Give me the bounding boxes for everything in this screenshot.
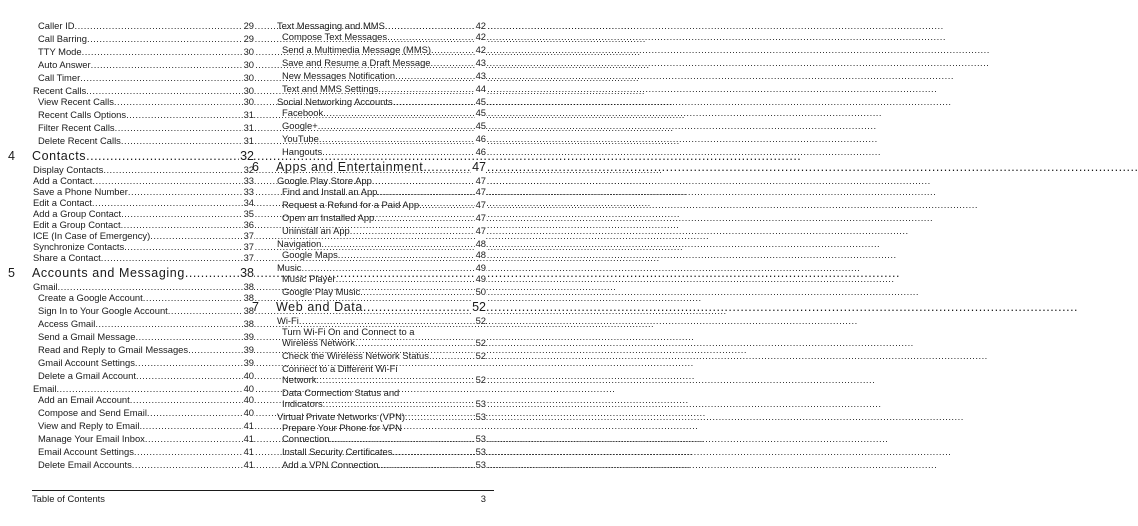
toc-entry-title: Read and Reply to Gmail Messages — [38, 344, 189, 355]
toc-entry-title: Add a VPN Connection — [282, 459, 379, 470]
toc-entry-title: Save and Resume a Draft Message — [282, 57, 431, 68]
toc-entry-title: Delete Email Accounts — [38, 459, 132, 470]
toc-entry[interactable] — [276, 315, 486, 326]
toc-entry[interactable] — [32, 357, 254, 368]
toc-entry[interactable] — [32, 122, 254, 133]
toc-entry[interactable] — [276, 446, 486, 457]
toc-page-number: 47 — [475, 199, 486, 210]
toc-entry[interactable] — [32, 241, 254, 252]
toc-entry[interactable] — [32, 96, 254, 107]
toc-entry-title: Request a Refund for a Paid App — [282, 199, 420, 210]
toc-entry[interactable] — [32, 230, 254, 241]
toc-page-number: 52 — [475, 350, 486, 361]
toc-entry-title: Add a Group Contact — [33, 208, 122, 219]
toc-entry-title: Filter Recent Calls — [38, 122, 115, 133]
chapter-title: Contacts — [32, 149, 87, 163]
toc-entry-title: Display Contacts — [33, 164, 104, 175]
toc-entry[interactable] — [32, 281, 254, 292]
toc-entry[interactable] — [32, 394, 254, 405]
toc-page-number: 40 — [243, 407, 254, 418]
toc-entry[interactable] — [276, 411, 486, 422]
toc-entry-title: Compose and Send Email — [38, 407, 147, 418]
toc-entry-title: Google Play Store App — [277, 175, 372, 186]
toc-entry[interactable] — [276, 459, 486, 470]
chapter-number: 6 — [252, 160, 259, 174]
toc-entry[interactable] — [276, 133, 486, 144]
toc-page-number: 29 — [243, 33, 254, 44]
toc-entry[interactable] — [276, 107, 486, 118]
toc-entry-title: View Recent Calls — [38, 96, 114, 107]
toc-entry-title: Synchronize Contacts — [33, 241, 125, 252]
toc-entry-title: Google+ — [282, 120, 318, 131]
toc-entry[interactable] — [32, 383, 254, 394]
toc-entry-title: TTY Mode — [38, 46, 82, 57]
toc-entry-title: Uninstall an App — [282, 225, 350, 236]
toc-entry-title-line: Data Connection Status and — [282, 387, 400, 398]
toc-entry[interactable] — [276, 44, 486, 55]
chapter-number: 7 — [252, 300, 259, 314]
toc-entry-title: Compose Text Messages — [282, 31, 388, 42]
footer-divider — [32, 490, 494, 491]
toc-page-number: 39 — [243, 331, 254, 342]
toc-entry-title: Create a Google Account — [38, 292, 143, 303]
toc-page-number: 46 — [475, 133, 486, 144]
toc-entry-title: New Messages Notification — [282, 70, 396, 81]
toc-page-number: 38 — [243, 305, 254, 316]
footer-page-number: 3 — [480, 493, 486, 504]
toc-entry-title-line: Network ..... — [282, 374, 486, 385]
toc-entry[interactable] — [276, 326, 486, 348]
toc-chapter-entry[interactable] — [252, 160, 486, 174]
toc-page-number: 39 — [243, 344, 254, 355]
toc-page-number: 35 — [243, 208, 254, 219]
toc-entry-title: Manage Your Email Inbox — [38, 433, 145, 444]
toc-entry-title: ICE (In Case of Emergency) — [33, 230, 151, 241]
toc-entry[interactable] — [276, 20, 486, 31]
toc-entry[interactable] — [276, 225, 486, 236]
toc-entry[interactable] — [276, 262, 486, 273]
toc-entry-title: Check the Wireless Network Status — [282, 350, 429, 361]
toc-entry-title: Call Barring — [38, 33, 87, 44]
toc-entry[interactable] — [276, 83, 486, 94]
toc-page-number: 30 — [243, 59, 254, 70]
toc-entry[interactable] — [276, 175, 486, 186]
footer-title: Table of Contents — [32, 493, 105, 504]
toc-page-number: 47 — [472, 160, 486, 174]
toc-page-number: 41 — [243, 433, 254, 444]
toc-entry-title: Recent Calls Options — [38, 109, 127, 120]
toc-entry[interactable] — [32, 109, 254, 120]
toc-entry-title: Recent Calls — [33, 85, 87, 96]
toc-page-number: 45 — [475, 96, 486, 107]
toc-entry-title: Send a Gmail Message — [38, 331, 136, 342]
toc-entry-title: Social Networking Accounts — [277, 96, 393, 107]
toc-entry-title: Open an Installed App — [282, 212, 375, 223]
toc-page-number: 52 — [475, 374, 486, 385]
toc-page-number: 32 — [240, 149, 254, 163]
chapter-title: Apps and Entertainment — [276, 160, 424, 174]
toc-page-number: 31 — [243, 135, 254, 146]
toc-entry-title: Music — [277, 262, 302, 273]
toc-entry[interactable] — [32, 164, 254, 175]
toc-entry-title: Hangouts — [282, 146, 323, 157]
toc-entry[interactable] — [276, 238, 486, 249]
toc-entry-title: View and Reply to Email — [38, 420, 140, 431]
toc-entry-title: Gmail Account Settings — [38, 357, 135, 368]
toc-entry-title: Music Player — [282, 273, 336, 284]
toc-entry-title: Call Timer — [38, 72, 81, 83]
toc-entry-title: Send a Multimedia Message (MMS) — [282, 44, 432, 55]
toc-page-number: 53 — [475, 411, 486, 422]
toc-page-number: 47 — [475, 212, 486, 223]
toc-page-number: 45 — [475, 107, 486, 118]
toc-entry-title: Virtual Private Networks (VPN) — [277, 411, 405, 422]
toc-entry-title: Add an Email Account — [38, 394, 130, 405]
toc-entry[interactable] — [32, 252, 254, 263]
toc-entry-title-line: Wireless Network ..... — [282, 337, 486, 348]
toc-entry[interactable] — [32, 407, 254, 418]
toc-page-number: 37 — [243, 252, 254, 263]
toc-entry[interactable] — [276, 57, 486, 68]
toc-chapter-entry[interactable] — [252, 300, 486, 314]
toc-entry[interactable] — [276, 286, 486, 297]
toc-entry-title: Wi-Fi — [277, 315, 299, 326]
toc-entry[interactable] — [32, 219, 254, 230]
toc-page-number: 47 — [475, 175, 486, 186]
toc-entry[interactable] — [276, 350, 486, 361]
toc-page-number: 50 — [475, 286, 486, 297]
toc-entry[interactable] — [32, 59, 254, 70]
toc-page-number: 40 — [243, 394, 254, 405]
toc-page-number: 29 — [243, 20, 254, 31]
toc-entry[interactable] — [276, 212, 486, 223]
toc-page-number: 30 — [243, 96, 254, 107]
toc-entry[interactable] — [32, 197, 254, 208]
toc-page-number: 30 — [243, 85, 254, 96]
toc-page-number: 40 — [243, 383, 254, 394]
toc-entry-title: Save a Phone Number — [33, 186, 128, 197]
toc-page-number: 33 — [243, 186, 254, 197]
toc-entry-title: Text Messaging and MMS — [277, 20, 385, 31]
toc-entry-title: YouTube — [282, 133, 319, 144]
toc-page-number: 37 — [243, 241, 254, 252]
toc-page-number: 38 — [243, 292, 254, 303]
toc-page-number: 39 — [243, 357, 254, 368]
toc-entry[interactable] — [276, 146, 486, 157]
toc-entry-title: Delete a Gmail Account — [38, 370, 136, 381]
toc-page-number: 42 — [475, 44, 486, 55]
toc-entry[interactable] — [276, 249, 486, 260]
toc-entry-title: Google Maps — [282, 249, 338, 260]
chapter-title: Web and Data — [276, 300, 363, 314]
toc-page-number: 41 — [243, 459, 254, 470]
toc-page-number: 53 — [475, 433, 486, 444]
toc-page-number: 37 — [243, 230, 254, 241]
toc-entry-title: Caller ID — [38, 20, 75, 31]
toc-page-number: 42 — [475, 20, 486, 31]
toc-page-number: 53 — [475, 446, 486, 457]
toc-page-number: 47 — [475, 225, 486, 236]
toc-page-number: 48 — [475, 238, 486, 249]
toc-entry-title: Facebook — [282, 107, 324, 118]
toc-entry-title: Email Account Settings — [38, 446, 134, 457]
toc-entry[interactable] — [32, 208, 254, 219]
toc-entry[interactable] — [276, 422, 486, 444]
toc-entry[interactable] — [32, 344, 254, 355]
chapter-number: 4 — [8, 149, 15, 163]
toc-page-number: 32 — [243, 164, 254, 175]
toc-page-number: 31 — [243, 109, 254, 120]
toc-entry-title: Text and MMS Settings — [282, 83, 379, 94]
toc-page-number: 30 — [243, 72, 254, 83]
toc-entry[interactable] — [32, 433, 254, 444]
toc-entry-title-line: Connection ..... — [282, 433, 486, 444]
toc-page-number: 43 — [475, 70, 486, 81]
toc-entry[interactable] — [276, 96, 486, 107]
toc-page-number: 45 — [475, 120, 486, 131]
toc-entry-title-line: Prepare Your Phone for VPN — [282, 422, 402, 433]
toc-page-number: 41 — [243, 446, 254, 457]
toc-entry[interactable] — [276, 387, 486, 409]
toc-entry[interactable] — [276, 70, 486, 81]
toc-page-number: 49 — [475, 262, 486, 273]
toc-entry[interactable] — [276, 273, 486, 284]
toc-entry-title-line: Turn Wi-Fi On and Connect to a — [282, 326, 415, 337]
toc-entry-title: Delete Recent Calls — [38, 135, 121, 146]
toc-page-number: 48 — [475, 249, 486, 260]
toc-page-number: 38 — [243, 281, 254, 292]
toc-entry-title: Email — [33, 383, 57, 394]
toc-page-number: 38 — [240, 266, 254, 280]
toc-entry-title: Gmail — [33, 281, 58, 292]
toc-chapter-entry[interactable] — [8, 149, 254, 163]
toc-page-number: 43 — [475, 57, 486, 68]
toc-entry-title: Sign In to Your Google Account — [38, 305, 168, 316]
toc-page-number: 53 — [475, 459, 486, 470]
toc-entry[interactable] — [276, 120, 486, 131]
toc-entry[interactable] — [32, 46, 254, 57]
toc-page-number: 36 — [243, 219, 254, 230]
toc-entry[interactable] — [32, 318, 254, 329]
toc-entry[interactable] — [276, 199, 486, 210]
toc-page-number: 44 — [475, 83, 486, 94]
toc-entry-title: Google Play Music — [282, 286, 361, 297]
toc-entry[interactable] — [32, 446, 254, 457]
toc-page-number: 49 — [475, 273, 486, 284]
toc-entry-title: Access Gmail — [38, 318, 96, 329]
toc-entry[interactable] — [32, 420, 254, 431]
chapter-number: 5 — [8, 266, 15, 280]
toc-right-column — [252, 20, 486, 472]
toc-page-number: 53 — [475, 398, 486, 409]
toc-entry[interactable] — [32, 20, 254, 31]
toc-page-number: 31 — [243, 122, 254, 133]
toc-page-number: 30 — [243, 46, 254, 57]
toc-page-number: 34 — [243, 197, 254, 208]
toc-entry[interactable] — [276, 186, 486, 197]
toc-page-number: 47 — [475, 186, 486, 197]
toc-entry[interactable] — [32, 72, 254, 83]
toc-entry-title: Add a Contact — [33, 175, 93, 186]
toc-chapter-entry[interactable] — [8, 266, 254, 280]
toc-entry-title: Install Security Certificates — [282, 446, 393, 457]
toc-entry-title: Edit a Contact — [33, 197, 92, 208]
toc-page-number: 38 — [243, 318, 254, 329]
toc-page-number: 46 — [475, 146, 486, 157]
toc-page-number: 52 — [475, 337, 486, 348]
toc-page-number: 52 — [475, 315, 486, 326]
toc-entry-title: Navigation — [277, 238, 322, 249]
toc-entry[interactable] — [32, 33, 254, 44]
toc-left-column — [8, 20, 254, 472]
toc-entry-title: Auto Answer — [38, 59, 91, 70]
toc-entry[interactable] — [32, 186, 254, 197]
toc-entry-title: Share a Contact — [33, 252, 101, 263]
toc-page-number: 42 — [475, 31, 486, 42]
toc-entry[interactable] — [32, 175, 254, 186]
toc-page-number: 33 — [243, 175, 254, 186]
toc-entry[interactable] — [32, 135, 254, 146]
toc-entry[interactable] — [32, 331, 254, 342]
toc-entry[interactable] — [32, 292, 254, 303]
toc-entry-title-line: Connect to a Different Wi-Fi — [282, 363, 398, 374]
chapter-title: Accounts and Messaging — [32, 266, 185, 280]
toc-entry-title: Edit a Group Contact — [33, 219, 121, 230]
toc-entry[interactable] — [32, 459, 254, 470]
toc-entry[interactable] — [32, 305, 254, 316]
toc-entry[interactable] — [276, 31, 486, 42]
toc-entry-title: Find and Install an App — [282, 186, 378, 197]
toc-entry-title-line: Indicators ..... — [282, 398, 486, 409]
toc-page-number: 41 — [243, 420, 254, 431]
toc-entry[interactable] — [32, 85, 254, 96]
toc-page-number: 40 — [243, 370, 254, 381]
toc-entry[interactable] — [32, 370, 254, 381]
toc-entry[interactable] — [276, 363, 486, 385]
toc-page-number: 52 — [472, 300, 486, 314]
